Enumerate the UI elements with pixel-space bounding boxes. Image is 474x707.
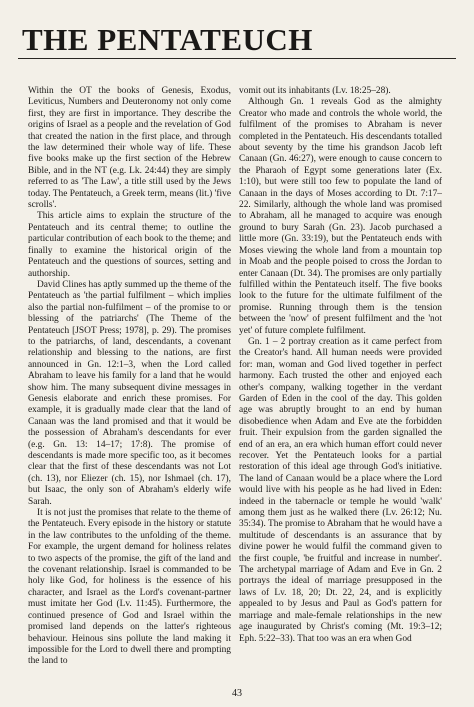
title-rule <box>18 58 456 59</box>
page-title: THE PENTATEUCH <box>22 22 313 57</box>
left-column <box>28 86 231 668</box>
page-number: 43 <box>232 688 242 699</box>
right-column <box>239 86 442 645</box>
right-paragraph: Gn. 1 – 2 portray creation as it came perfect from the Creator's hand. All human needs were provided for: man, woman and God lived together in perfect harmony. Each trusted the other and enjoyed each other's company, walking together in the verdant Garden of Eden in the cool of the day. This golden age was abruptly brought to an end by human disobedience when Adam and Eve ate the forbidden fruit. Their expulsion from the garden signalled the end of an era, an era which human effort could never recover. Yet the Pentateuch looks for a partial restoration of this ideal age through God's initiative. The land of Canaan would be a place where the Lord would live with his people as he had lived in Eden: indeed in the tabernacle or temple he would 'walk' among them just as he walked there (Lv. 26:12; Nu. 35:34). The promise to Abraham that he would have a multitude of descendants is an assurance that by divine power he would fulfil the command given to the first couple, 'be fruitful and increase in number'. The archetypal marriage of Adam and Eve in Gn. 2 portrays the ideal of marriage presupposed in the laws of Lv. 18, 20; Dt. 22, 24, and is explicitly appealed to by Jesus and Paul as God's pattern for marriage and male-female relationships in the new age inaugurated by Christ's coming (Mt. 19:3–12; Eph. 5:22–33). That too was an era when God <box>239 336 442 644</box>
right-paragraph: vomit out its inhabitants (Lv. 18:25–28). <box>239 86 391 96</box>
left-paragraph: David Clines has aptly summed up the theme of the Pentateuch as 'the partial fulfilment – which implies also the partial non-fulfilment – of the promise to or blessing of the patriarchs' (The Theme of the Pentateuch [JSOT Press; 1978], p. 29). The promises to the patriarchs, of land, descendants, a covenant relationship and blessing to the nations, are first announced in Gn. 12:1–3, when the Lord called Abraham to leave his family for a land that he would show him. The many subsequent divine messages in Genesis elaborate and enrich these promises. For example, it is gradually made clear that the land of Canaan was the land promised and that it would be the possession of Abraham's descendants for ever (e.g. Gn. 13: 14–17; 17:8). The promise of descendants is made more specific too, as it becomes clear that the first of these descendants was not Lot (ch. 13), nor Eliezer (ch. 15), nor Ishmael (ch. 17), but Isaac, the only son of Abraham's elderly wife Sarah. <box>28 279 231 507</box>
left-paragraph: It is not just the promises that relate to the theme of the Pentateuch. Every episode in the history or statute in the law contributes to the unfolding of the theme. For example, the urgent demand for holiness relates to two aspects of the promise, the gift of the land and the covenant relationship. Israel is commanded to be holy like God, for holiness is the essence of his character, and Israel as the Lord's covenant-partner must imitate her God (Lv. 11:45). Furthermore, the continued presence of God and Israel within the promised land depends on the latter's righteous behaviour. Heinous sins pollute the land making it impossible for the Lord to dwell there and prompting the land to <box>28 508 231 667</box>
right-paragraph: Although Gn. 1 reveals God as the almighty Creator who made and controls the whole world, the fulfilment of the promises to Abraham is never completed in the Pentateuch. His descendants totalled about seventy by the time his grandson Jacob left Canaan (Gn. 46:27), were enough to cause concern to the Pharaoh of Egypt some generations later (Ex. 1:10), but were still too few to populate the land of Canaan in the days of Moses according to Dt. 7:17–22. Similarly, although the whole land was promised to Abraham, all he managed to acquire was enough ground to bury Sarah (Gn. 23). Jacob purchased a little more (Gn. 33:19), but the Pentateuch ends with Moses viewing the whole land from a mountain top in Moab and the people poised to cross the Jordan to enter Canaan (Dt. 34). The promises are only partially fulfilled within the Pentateuch itself. The five books look to the future for the ultimate fulfilment of the promise. Running through them is the tension between the 'now' of present fulfilment and the 'not yet' of future complete fulfilment. <box>239 97 442 336</box>
left-paragraph: Within the OT the books of Genesis, Exodus, Leviticus, Numbers and Deuteronomy not only come first, they are first in importance. They describe the origins of Israel as a people and the revelation of God that created the nation in the first place, and through the law determined their whole way of life. These five books make up the first section of the Hebrew Bible, and in the NT (e.g. Lk. 24:44) they are simply referred to as 'The Law', a title still used by the Jews today. The Pentateuch, a Greek term, means (lit.) 'five scrolls'. <box>28 86 231 211</box>
left-paragraph: This article aims to explain the structure of the Pentateuch and its central theme; to outline the particular contribution of each book to the theme; and finally to examine the historical origin of the Pentateuch and the questions of sources, setting and authorship. <box>28 211 231 279</box>
